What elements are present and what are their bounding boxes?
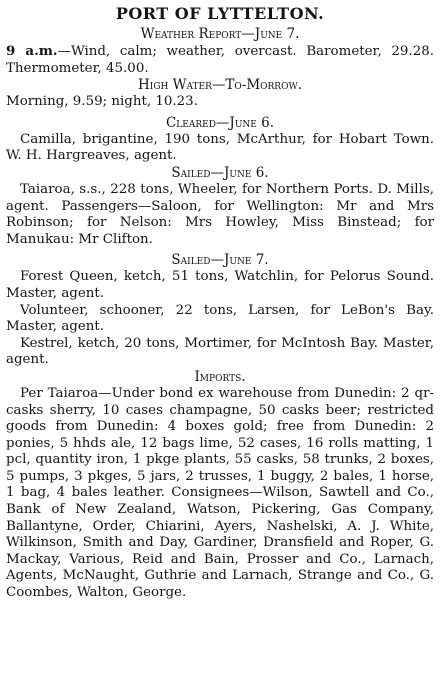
sailed-june-6-heading: Sailed—June 6. bbox=[171, 164, 269, 181]
sailed-entry-volunteer: Volunteer, schooner, 22 tons, Larsen, for LeBon's Bay. Master, agent. bbox=[6, 302, 434, 335]
cleared-heading: Cleared—June 6. bbox=[165, 114, 275, 131]
sailed-entry-forest-queen: Forest Queen, ketch, 51 tons, Watchlin, for Pelorus Sound. Master, agent. bbox=[6, 269, 434, 301]
sailed-entry-kestrel: Kestrel, ketch, 20 tons, Mortimer, for McIntosh Bay. Master, agent. bbox=[6, 335, 434, 368]
high-water-text: Morning, 9.59; night, 10.23. bbox=[6, 94, 198, 110]
high-water-heading: High Water—To-Morrow. bbox=[137, 77, 302, 94]
cleared-text: Camilla, brigantine, 190 tons, McArthur, for Hobart Town. W. H. Hargreaves, agent. bbox=[6, 131, 434, 164]
weather-report-text bbox=[6, 43, 434, 77]
column-title: PORT OF LYTTELTON. bbox=[115, 4, 325, 23]
imports-text: Per Taiaroa—Under bond ex warehouse from Dunedin: 2 qr-casks sherry, 10 cases champagne, 50 casks beer; restricted goods from Dunedin: 4 boxes gold; free from Dunedin: 2 ponies, 5 hhds ale, 12 bags lime, 52 cases, 16 rolls matting, 1 pcl, quantity iron, 1 pkge plants, 55 casks, 58 trunks, 2 boxes, 5 pumps, 3 pkges, 5 jars, 2 trusses, 1 buggy, 2 bales, 1 horse, 1 bag, 4 bales leather. Consignees—Wilson, Sawtell and Co., Bank of New Zealand, Watson, Pickering, Gas Company, Ballantyne, Order, Chiarini, Ayers, Nashelski, A. J. White, Wilkinson, Smith and Day, Gardiner, Dransfield and Roper, G. Mackay, Various, Reid and Bain, Prosser and Co., Larnach, Agents, McNaught, Guthrie and Larnach, Strange and Co., G. Coombes, Walton, George. bbox=[6, 385, 434, 601]
weather-time: 9 a.m. bbox=[6, 43, 58, 59]
sailed-june-6-text: Taiaroa, s.s., 228 tons, Wheeler, for Northern Ports. D. Mills, agent. Passengers—Saloon, for Wellington: Mr and Mrs Robinson; for Nelson: Mrs Howley, Miss Binstead; for Manukau: Mr Clifton. bbox=[6, 181, 434, 247]
weather-details: —Wind, calm; weather, overcast. Barometer, 29.28. Thermometer, 45.00. bbox=[6, 44, 434, 76]
weather-report-heading: Weather Report—June 7. bbox=[140, 26, 300, 42]
sailed-june-7-heading: Sailed—June 7. bbox=[171, 252, 269, 269]
imports-heading: Imports. bbox=[194, 368, 246, 385]
